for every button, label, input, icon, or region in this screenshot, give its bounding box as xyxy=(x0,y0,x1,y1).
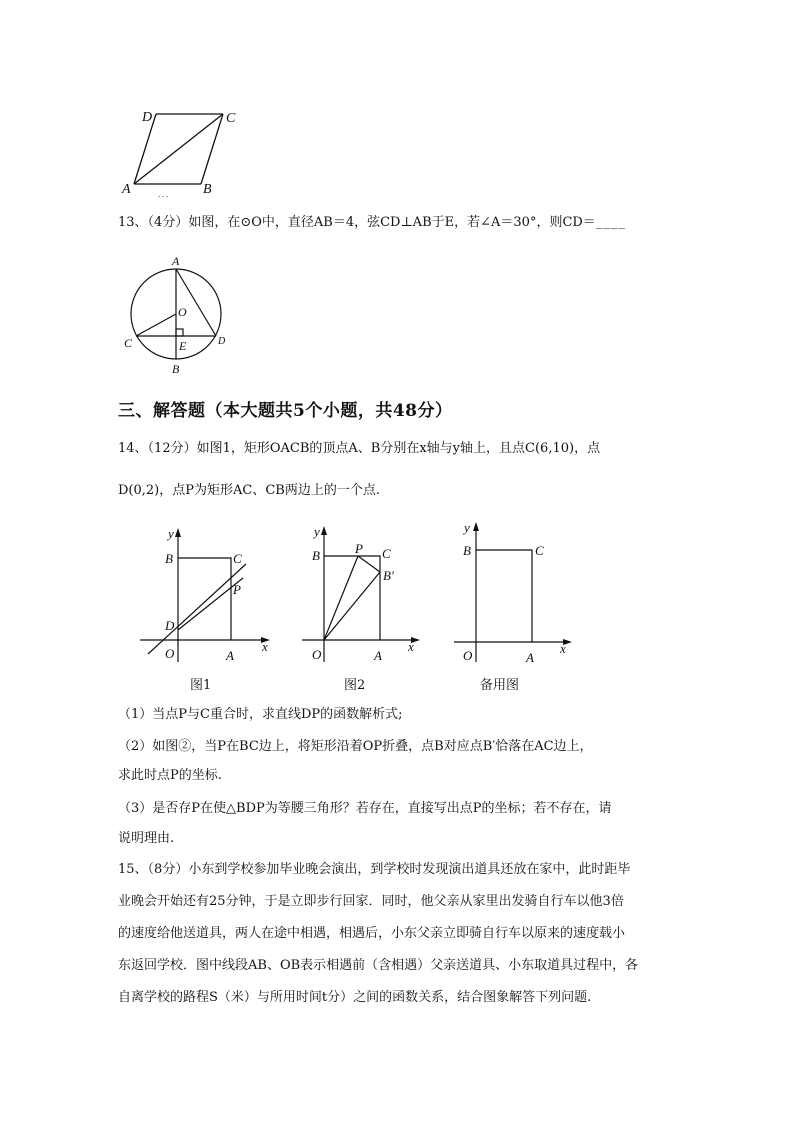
sub-question-2-line1: （2）如图②，当P在BC边上，将矩形沿着OP折叠，点B对应点B′恰落在AC边上， xyxy=(118,739,593,754)
question-13 xyxy=(118,214,626,232)
figure-backup-caption: 备用图 xyxy=(480,678,520,693)
question-15-line5: 自离学校的路程S（米）与所用时间t分）之间的函数关系，结合图象解答下列问题. xyxy=(118,990,592,1005)
figure-2 xyxy=(300,522,430,674)
axis-y: y xyxy=(464,520,470,535)
axis-y: y xyxy=(168,526,174,541)
question-text: 如图1，矩形OACB的顶点A、B分别在x轴与y轴上，且点C(6,10)，点 xyxy=(196,441,601,456)
axis-x: x xyxy=(262,639,268,654)
label-P: P xyxy=(233,582,241,597)
question-text: 小东到学校参加毕业晚会演出，到学校时发现演出道具还放在家中，此时距毕 xyxy=(188,862,631,877)
question-15-line2: 业晚会开始还有25分钟，于是立即步行回家．同时，他父亲从家里出发骑自行车以他3倍 xyxy=(118,894,624,909)
question-number: 13、 xyxy=(118,215,148,230)
question-points: （4分） xyxy=(147,215,189,230)
answer-blank: ____ xyxy=(595,215,626,230)
label-O: O xyxy=(165,646,175,661)
figure-1-caption: 图1 xyxy=(190,678,212,693)
label-O: O xyxy=(463,648,473,663)
question-points: （12分） xyxy=(147,441,197,456)
figure-backup xyxy=(452,516,582,674)
question-14-line1 xyxy=(118,440,600,458)
label-C: C xyxy=(382,546,391,561)
question-15-line1 xyxy=(118,861,630,879)
figure-2-caption: 图2 xyxy=(344,678,366,693)
label-B: B xyxy=(165,551,173,566)
label-E: E xyxy=(179,339,187,353)
label-B: B xyxy=(312,548,320,563)
question-15-line4: 东返回学校．图中线段AB、OB表示相遇前（含相遇）父亲送道具、小东取道具过程中，各 xyxy=(118,958,639,973)
axis-x: x xyxy=(408,639,414,654)
label-B-prime: B′ xyxy=(383,568,394,583)
question-14-line2: D(0,2)，点P为矩形AC、CB两边上的一个点. xyxy=(118,483,380,498)
label-B: B xyxy=(172,362,180,376)
label-C: C xyxy=(535,543,544,558)
label-D: D xyxy=(218,336,226,347)
figure-1 xyxy=(138,524,278,674)
label-C: C xyxy=(124,336,133,350)
label-O: O xyxy=(312,647,322,662)
section-heading: 三、解答题（本大题共5个小题，共48分） xyxy=(118,401,453,421)
sub-question-1: （1）当点P与C重合时，求直线DP的函数解析式; xyxy=(118,707,403,722)
sub-question-2-line2: 求此时点P的坐标. xyxy=(118,768,222,783)
label-A: A xyxy=(172,254,180,268)
question-number: 15、 xyxy=(118,862,148,877)
label-A: A xyxy=(226,648,234,663)
sub-question-3-line2: 说明理由. xyxy=(118,831,175,846)
label-O: O xyxy=(178,305,187,319)
axis-x: x xyxy=(560,641,566,656)
question-points: （8分） xyxy=(147,862,189,877)
circle-figure xyxy=(118,252,238,376)
label-A: A xyxy=(122,182,131,197)
label-D: D xyxy=(165,618,175,633)
question-number: 14、 xyxy=(118,441,148,456)
question-15-line3: 的速度给他送道具，两人在途中相遇，相遇后，小东父亲立即骑自行车以原来的速度载小 xyxy=(118,926,626,941)
svg-text:. . .: . . . xyxy=(158,190,168,199)
parallelogram-figure xyxy=(118,104,248,200)
label-P: P xyxy=(355,541,363,556)
label-B: B xyxy=(463,543,471,558)
label-C: C xyxy=(226,111,236,126)
sub-question-3-line1: （3）是否存P在使△BDP为等腰三角形？若存在，直接写出点P的坐标；若不存在，请 xyxy=(118,801,612,816)
label-A: A xyxy=(374,648,382,663)
label-A: A xyxy=(526,650,534,665)
label-D: D xyxy=(142,110,153,125)
question-text: 如图，在⊙O中，直径AB＝4，弦CD⊥AB于E，若∠A＝30°，则CD＝ xyxy=(188,215,596,230)
axis-y: y xyxy=(314,524,320,539)
label-C: C xyxy=(233,551,242,566)
label-B: B xyxy=(203,182,212,197)
